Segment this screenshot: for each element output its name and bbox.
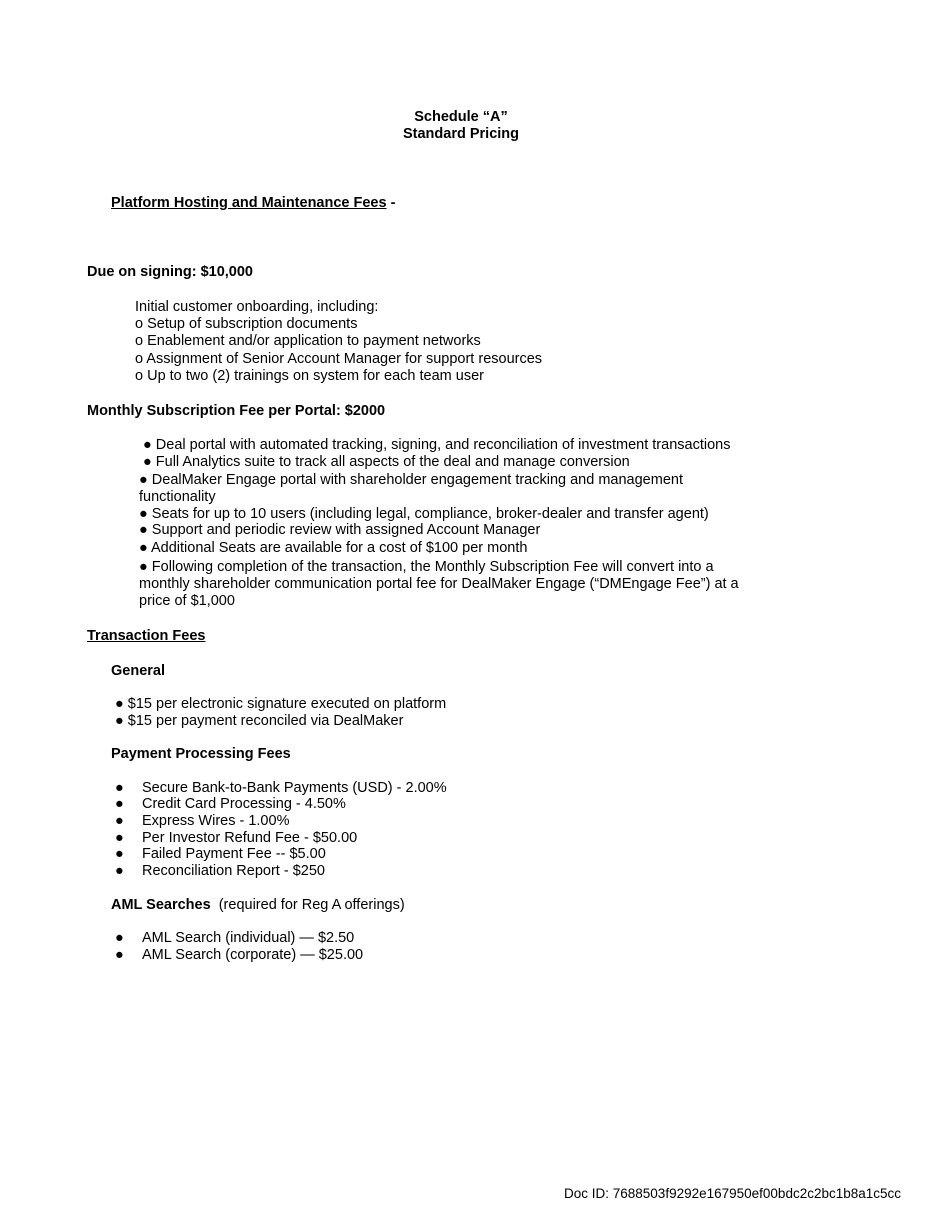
payment-fee-text: Failed Payment Fee -- $5.00 (142, 846, 326, 862)
bullet-icon: ● (115, 830, 124, 846)
monthly-item: ● Full Analytics suite to track all aspects of the deal and manage conversion (143, 454, 630, 470)
onboarding-item: o Enablement and/or application to payment networks (135, 333, 481, 349)
bullet-icon: ● (115, 863, 124, 879)
monthly-item: ● Following completion of the transaction, the Monthly Subscription Fee will convert into a monthly shareholder communication portal fee for DealMaker Engage (“DMEngage Fee”) at a price of $1,000 (139, 559, 739, 609)
payment-fee-item (115, 813, 289, 830)
aml-item-text: AML Search (corporate) — $25.00 (142, 947, 364, 963)
payment-fee-text: Per Investor Refund Fee - $50.00 (142, 830, 358, 846)
bullet-icon: ● (115, 796, 124, 812)
bullet-icon: ● (115, 780, 124, 796)
aml-heading-note: (required for Reg A offerings) (210, 897, 405, 913)
payment-fee-item (115, 796, 346, 813)
aml-heading-text: AML Searches (111, 897, 211, 913)
due-on-signing-heading: Due on signing: $10,000 (87, 264, 253, 280)
payment-processing-heading: Payment Processing Fees (111, 746, 291, 762)
aml-item (115, 930, 354, 947)
bullet-icon: ● (115, 846, 124, 862)
doc-id: Doc ID: 7688503f9292e167950ef00bdc2c2bc1b8a1c5cc (564, 1186, 902, 1201)
onboarding-item: o Assignment of Senior Account Manager for support resources (135, 351, 543, 367)
payment-fee-item (115, 863, 325, 880)
monthly-fee-heading: Monthly Subscription Fee per Portal: $2000 (87, 403, 386, 419)
payment-fee-item (115, 780, 447, 797)
bullet-icon: ● (115, 813, 124, 829)
transaction-fees-heading: Transaction Fees (87, 628, 206, 644)
aml-heading (111, 897, 405, 914)
platform-fees-heading-suffix: - (386, 195, 396, 211)
aml-item (115, 947, 363, 964)
onboarding-intro: Initial customer onboarding, including: (135, 299, 379, 315)
general-heading: General (111, 663, 165, 679)
payment-fee-text: Reconciliation Report - $250 (142, 863, 325, 879)
payment-fee-text: Secure Bank-to-Bank Payments (USD) - 2.00% (142, 780, 447, 796)
onboarding-item: o Setup of subscription documents (135, 316, 358, 332)
payment-fee-text: Credit Card Processing - 4.50% (142, 796, 346, 812)
platform-fees-heading-text: Platform Hosting and Maintenance Fees (111, 195, 387, 211)
platform-fees-heading (111, 195, 395, 212)
general-item: ● $15 per electronic signature executed on platform (115, 696, 447, 712)
payment-fee-item (115, 830, 357, 847)
general-item: ● $15 per payment reconciled via DealMaker (115, 713, 404, 729)
bullet-icon: ● (115, 930, 124, 946)
monthly-item: ● DealMaker Engage portal with shareholder engagement tracking and management functionality (139, 472, 683, 505)
onboarding-item: o Up to two (2) trainings on system for each team user (135, 368, 484, 384)
monthly-item: ● Support and periodic review with assigned Account Manager (139, 522, 541, 538)
aml-item-text: AML Search (individual) — $2.50 (142, 930, 355, 946)
monthly-item: ● Additional Seats are available for a cost of $100 per month (139, 540, 528, 556)
monthly-item: ● Seats for up to 10 users (including legal, compliance, broker-dealer and transfer agent) (139, 506, 709, 522)
bullet-icon: ● (115, 947, 124, 963)
payment-fee-item (115, 846, 326, 863)
pricing-title: Standard Pricing (402, 126, 520, 142)
payment-fee-text: Express Wires - 1.00% (142, 813, 290, 829)
monthly-item: ● Deal portal with automated tracking, signing, and reconciliation of investment transactions (143, 437, 731, 453)
schedule-title: Schedule “A” (414, 109, 508, 125)
